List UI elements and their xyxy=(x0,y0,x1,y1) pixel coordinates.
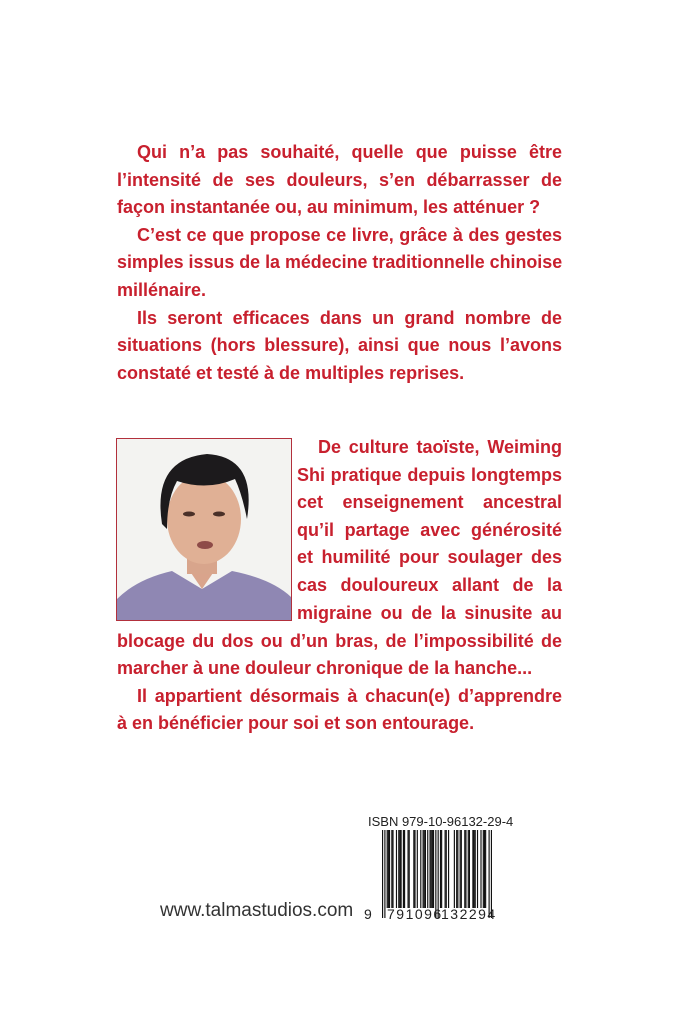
barcode-bar xyxy=(433,830,434,908)
barcode-bar xyxy=(407,830,408,908)
barcode-bar xyxy=(425,830,426,908)
text-line: C’est ce que propose ce livre, grâce à des gestes xyxy=(137,225,562,245)
barcode-bar xyxy=(448,830,449,908)
barcode-bar xyxy=(399,830,400,908)
barcode-bar xyxy=(483,830,484,908)
barcode-bar xyxy=(413,830,414,908)
barcode-bar xyxy=(414,830,415,908)
barcode-bar xyxy=(445,830,446,908)
text-line: Ils seront efficaces dans un grand nombre de xyxy=(137,308,562,328)
text-line: blocage du dos ou d’un bras, de l’impossibilité de xyxy=(117,631,562,651)
barcode-bar xyxy=(417,830,418,908)
text-line: à en bénéficier pour soi et son entourage. xyxy=(117,713,475,733)
barcode-bar xyxy=(420,830,421,908)
barcode-bar xyxy=(401,830,402,908)
barcode-bar xyxy=(460,830,461,908)
barcode-bar xyxy=(468,830,469,908)
text-line: constaté et testé à de multiples reprises. xyxy=(117,363,465,383)
barcode-bar xyxy=(440,830,441,908)
barcode-bar xyxy=(382,830,383,918)
barcode-bar xyxy=(409,830,410,908)
barcode-right-digits: 132294 xyxy=(441,906,497,922)
barcode-bar xyxy=(464,830,465,908)
text-line: qu’il partage avec générosité xyxy=(297,520,562,540)
text-line: simples issus de la médecine traditionnelle chinoise xyxy=(117,252,563,272)
barcode-left-digits: 791096 xyxy=(387,906,443,922)
barcode-bar xyxy=(485,830,486,908)
barcode-bar xyxy=(461,830,462,908)
barcode-bar xyxy=(454,830,455,908)
barcode-bar xyxy=(475,830,476,908)
barcode-bar xyxy=(404,830,405,908)
barcode-bar xyxy=(398,830,399,908)
barcode-bar xyxy=(392,830,393,908)
barcode-bar xyxy=(469,830,470,908)
barcode-bar xyxy=(423,830,424,908)
text-line: Qui n’a pas souhaité, quelle que puisse être xyxy=(137,142,562,162)
barcode-bar xyxy=(387,830,388,908)
barcode-bar xyxy=(491,830,492,918)
barcode-bar xyxy=(435,830,436,918)
barcode-bar xyxy=(391,830,392,908)
barcode-bar xyxy=(489,830,490,918)
text-line: millénaire. xyxy=(117,280,207,300)
barcode-bar xyxy=(384,830,385,918)
barcode-bar xyxy=(480,830,481,908)
text-line: et humilité pour soulager des xyxy=(297,547,562,567)
barcode-bar xyxy=(389,830,390,908)
text-line: Il appartient désormais à chacun(e) d’apprendre xyxy=(137,686,562,706)
barcode-bar xyxy=(457,830,458,908)
barcode-bar xyxy=(424,830,425,908)
barcode-bar xyxy=(477,830,478,908)
barcode-bar xyxy=(403,830,404,908)
text-line: l’intensité de ses douleurs, s’en débarrasser de xyxy=(117,170,562,190)
barcode-bar xyxy=(438,830,439,918)
barcode-bar xyxy=(472,830,473,908)
barcode-bar xyxy=(473,830,474,908)
text-line: cet enseignement ancestral xyxy=(297,492,562,512)
barcode-bar xyxy=(388,830,389,908)
barcode-bar xyxy=(431,830,432,908)
barcode-bar xyxy=(446,830,447,908)
isbn-label: ISBN 979-10-96132-29-4 xyxy=(368,814,514,829)
barcode-bar xyxy=(484,830,485,908)
publisher-website: www.talmastudios.com xyxy=(160,900,354,921)
text-line: situations (hors blessure), ainsi que nous l’avons xyxy=(117,335,562,355)
text-line: cas douloureux allant de la xyxy=(297,575,562,595)
barcode-bar xyxy=(429,830,430,908)
barcode-bar xyxy=(396,830,397,908)
text-line: De culture taoïste, Weiming xyxy=(318,437,562,457)
barcode-bar xyxy=(432,830,433,908)
barcode-bar xyxy=(427,830,428,908)
barcode-lead-digit: 9 xyxy=(364,906,374,922)
barcode-bar xyxy=(456,830,457,908)
text-line: marcher à une douleur chronique de la hanche... xyxy=(117,658,533,678)
text-line: façon instantanée ou, au minimum, les atténuer ? xyxy=(117,197,541,217)
text-line: migraine ou de la sinusite au xyxy=(297,603,562,623)
author-photo xyxy=(116,438,292,621)
text-line: Shi pratique depuis longtemps xyxy=(297,465,562,485)
barcode-bar xyxy=(441,830,442,908)
barcode-bar xyxy=(465,830,466,908)
